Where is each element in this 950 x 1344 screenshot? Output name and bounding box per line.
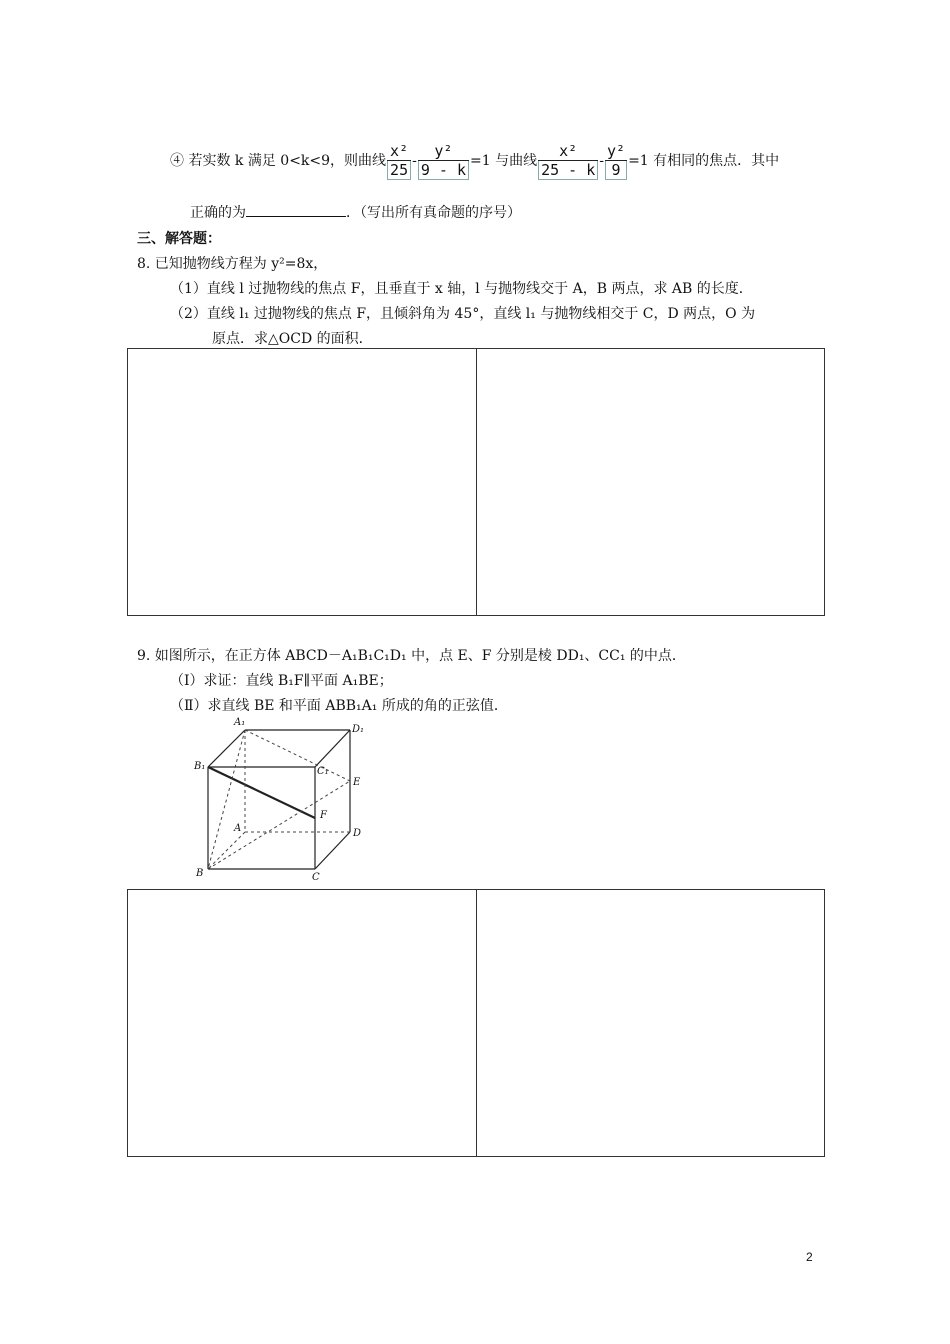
fraction-4: $\frac{\text{y²}}{9}$ [607,142,626,179]
q8-answer-table [127,348,825,616]
q8-part1: （1）直线 l 过抛物线的焦点 F，且垂直于 x 轴，l 与抛物线交于 A，B 两点，求 AB 的长度． [170,281,753,297]
fraction-2: $\frac{\text{y²}}{9 - k}$ [418,142,469,180]
q9-part2: （Ⅱ）求直线 BE 和平面 ABB₁A₁ 所成的角的正弦值． [170,698,508,714]
q8-part2-line1: （2）直线 l₁ 过抛物线的焦点 F，且倾斜角为 45°，直线 l₁ 与抛物线相交于 C，D 两点，O 为 [170,306,756,322]
label-a: A [234,823,242,834]
item4-line1: ④ 若实数 k 满足 0<k<9，则曲线 $\frac{\text{x²}}{25}$ - $\frac{\text{y²}}{9 - k}$ =1 与曲线 $\frac{\text{x²}}{25 - k}$ - $\frac{\text{y²}}{9}$ =1 有相同的焦点．其中 [170,142,780,179]
q8-stem: 8. 已知抛物线方程为 y²=8x， [137,256,328,272]
item4-prefix: ④ 若实数 k 满足 0<k<9，则曲线 [170,153,387,169]
q9-part1: （Ⅰ）求证：直线 B₁F∥平面 A₁BE； [170,673,393,689]
label-b1: B₁ [194,761,206,772]
q8-part2-line2: 原点．求△OCD 的面积． [212,331,373,347]
b1f-line [208,767,315,818]
q8-answer-cell-left[interactable] [128,349,476,615]
item4-mid: =1 与曲线 [470,153,538,169]
label-e: E [353,777,361,788]
q9-stem: 9. 如图所示，在正方体 ABCD－A₁B₁C₁D₁ 中，点 E、F 分别是棱 DD₁、CC₁ 的中点． [137,648,686,664]
cube-solid-edges [208,730,350,869]
q9-answer-cell-right[interactable] [476,890,825,1156]
q9-answer-table [127,889,825,1157]
cube-figure [190,712,365,882]
label-c1: C₁ [317,766,329,777]
label-a1: A₁ [234,717,246,728]
fraction-3: $\frac{\text{x²}}{25 - k}$ [538,142,598,180]
item4-suffix: =1 有相同的焦点．其中 [628,153,780,169]
answer-blank[interactable] [246,202,346,217]
label-f: F [320,810,327,821]
section-title: 三、解答题： [137,231,221,247]
label-d: D [353,828,362,839]
cube-hidden-edges [208,730,350,869]
q9-answer-cell-left[interactable] [128,890,476,1156]
fraction-1: $\frac{\text{x²}}{25}$ [387,142,411,180]
label-c: C [312,872,320,882]
item4-line2: 正确的为 ．（写出所有真命题的序号） [190,202,521,222]
label-b: B [196,868,204,879]
label-d1: D₁ [352,724,365,735]
q8-answer-cell-right[interactable] [476,349,825,615]
page-number: 2 [806,1250,813,1264]
